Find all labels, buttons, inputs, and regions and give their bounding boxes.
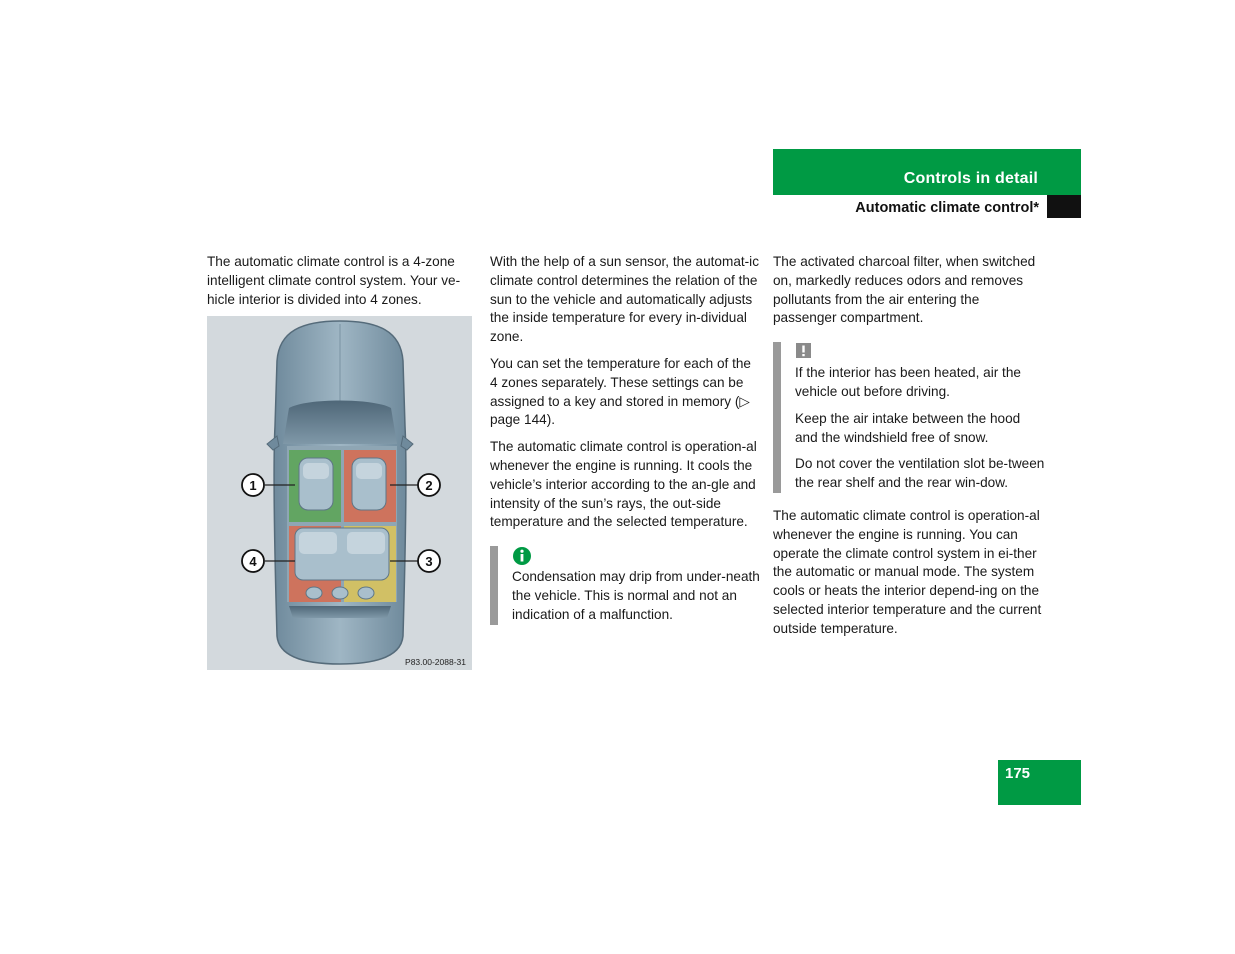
zone-1-label: 1 <box>249 478 257 493</box>
section-marker-tab <box>1047 195 1081 218</box>
zone-settings-paragraph: You can set the temperature for each of the 4 zones separately. These settings can be assigned to a key and stored in memory (▷ page 144). <box>490 355 751 428</box>
warning-item-1: If the interior has been heated, air the vehicle out before driving. <box>795 365 1021 399</box>
zone-2-callout <box>418 474 440 496</box>
section-header-band <box>773 149 1081 195</box>
warning-note <box>773 342 1045 493</box>
zone-2-label: 2 <box>425 478 433 493</box>
subsection-title: Automatic climate control* <box>855 200 1039 216</box>
zone-1-callout <box>242 474 264 496</box>
info-note-text: Condensation may drip from under-neath the vehicle. This is normal and not an indication of a malfunction. <box>512 569 760 622</box>
info-icon <box>512 546 762 566</box>
operation-paragraph: The automatic climate control is operation-al whenever the engine is running. It cools the vehicle’s interior according to the an-gle and intensity of the sun’s rays, the out-side temperature and the selected temperature. <box>490 439 757 530</box>
section-title: Controls in detail <box>903 170 1038 187</box>
rear-window <box>289 606 391 618</box>
info-note-bar <box>490 546 498 624</box>
text-column-3 <box>773 253 1045 647</box>
zone-4-callout <box>242 550 264 572</box>
text-column-2 <box>490 253 762 639</box>
warning-note-bar <box>773 342 781 493</box>
zone-3-callout <box>418 550 440 572</box>
zone-4-label: 4 <box>249 554 257 569</box>
warning-icon <box>795 342 1045 362</box>
warning-item-3: Do not cover the ventilation slot be-tween the rear shelf and the rear win-dow. <box>795 456 1045 491</box>
intro-paragraph: The automatic climate control is a 4-zone intelligent climate control system. Your ve-hicle interior is divided into 4 zones. <box>207 254 461 307</box>
charcoal-filter-paragraph: The activated charcoal filter, when switched on, markedly reduces odors and removes pollutants from the air entering the passenger compartment. <box>773 254 1036 326</box>
car-top-view-illustration <box>207 316 472 670</box>
figure-code: P83.00-2088-31 <box>405 657 466 667</box>
warning-item-2: Keep the air intake between the hood and the windshield free of snow. <box>795 410 1021 445</box>
climate-zones-figure <box>207 316 472 670</box>
zone-3-label: 3 <box>425 554 433 569</box>
windshield <box>283 401 397 445</box>
text-column-1 <box>207 253 477 317</box>
operation-mode-paragraph: The automatic climate control is operation-al whenever the engine is running. You can operate the climate control system in ei-ther the automatic or manual mode. The system cools or heats the interior depend-ing on the selected interior temperature and the current outside temperature. <box>773 507 1042 636</box>
page-number-box <box>998 760 1081 805</box>
info-note <box>490 546 762 624</box>
sun-sensor-paragraph: With the help of a sun sensor, the automat-ic climate control determines the relation of the sun to the vehicle and automatically adjusts the inside temperature for every in-dividual zone. <box>490 254 760 345</box>
page-number: 175 <box>1005 765 1031 782</box>
